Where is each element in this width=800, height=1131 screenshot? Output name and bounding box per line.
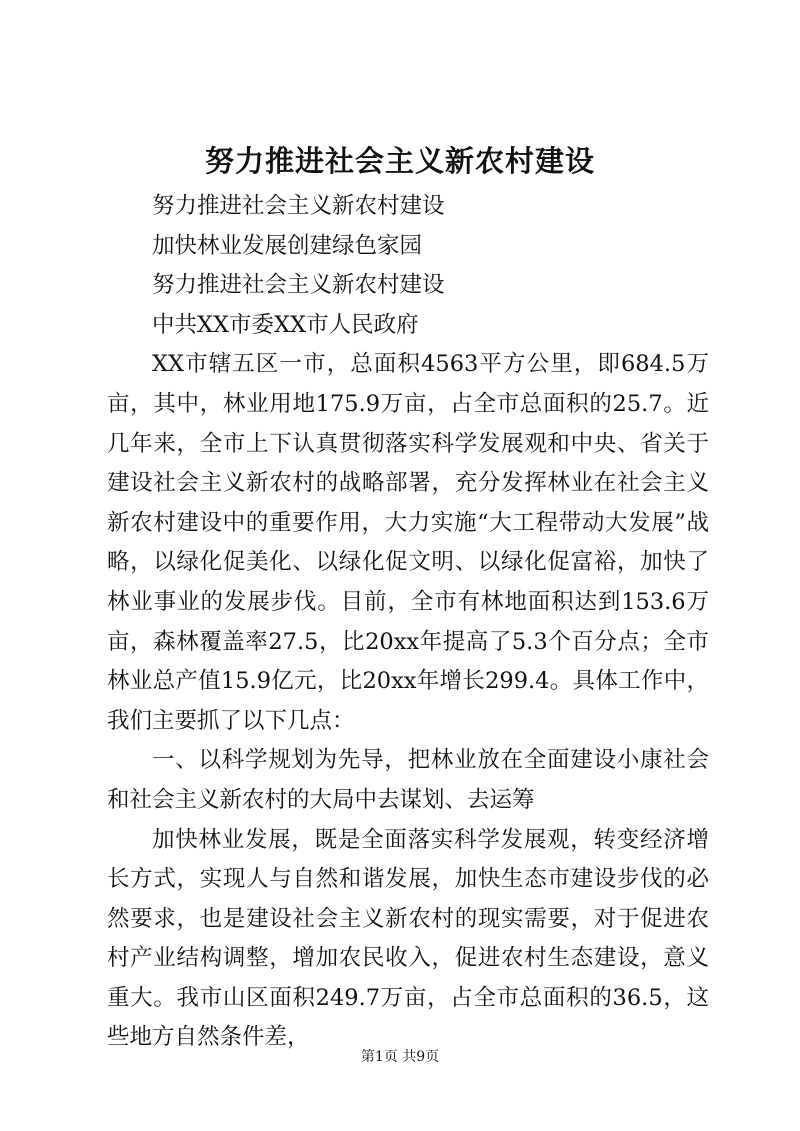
page-footer: 第1页 共9页 [360,1049,440,1065]
paragraph: 一、以科学规划为先导，把林业放在全面建设小康社会和社会主义新农村的大局中去谋划、去运筹 [107,747,709,813]
document-title: 努力推进社会主义新农村建设 [204,144,595,178]
paragraph: 加快林业发展，既是全面落实科学发展观，转变经济增长方式，实现人与自然和谐发展，加快生态市建设步伐的必然要求，也是建设社会主义新农村的现实需要，对于促进农村产业结构调整，增加农民收入，促进农村生态建设，意义重大。我市山区面积249.7万亩，占全市总面积的36.5，这些地方自然条件差， [107,826,709,1051]
paragraph: 中共XX市委XX市人民政府 [152,311,419,338]
paragraph: XX市辖五区一市，总面积4563平方公里，即684.5万亩，其中，林业用地175.9万亩，占全市总面积的25.7。近几年来，全市上下认真贯彻落实科学发展观和中央、省关于建设社会主义新农村的战略部署，充分发挥林业在社会主义新农村建设中的重要作用，大力实施“大工程带动大发展”战略，以绿化促美化、以绿化促文明、以绿化促富裕，加快了林业事业的发展步伐。目前，全市有林地面积达到153.6万亩，森林覆盖率27.5，比20xx年提高了5.3个百分点；全市林业总产值15.9亿元，比20xx年增长299.4。具体工作中，我们主要抓了以下几点： [107,351,709,734]
paragraph: 加快林业发展创建绿色家园 [152,232,423,259]
paragraph: 努力推进社会主义新农村建设 [152,193,445,219]
document-body [107,187,709,1058]
paragraph: 努力推进社会主义新农村建设 [152,272,445,299]
